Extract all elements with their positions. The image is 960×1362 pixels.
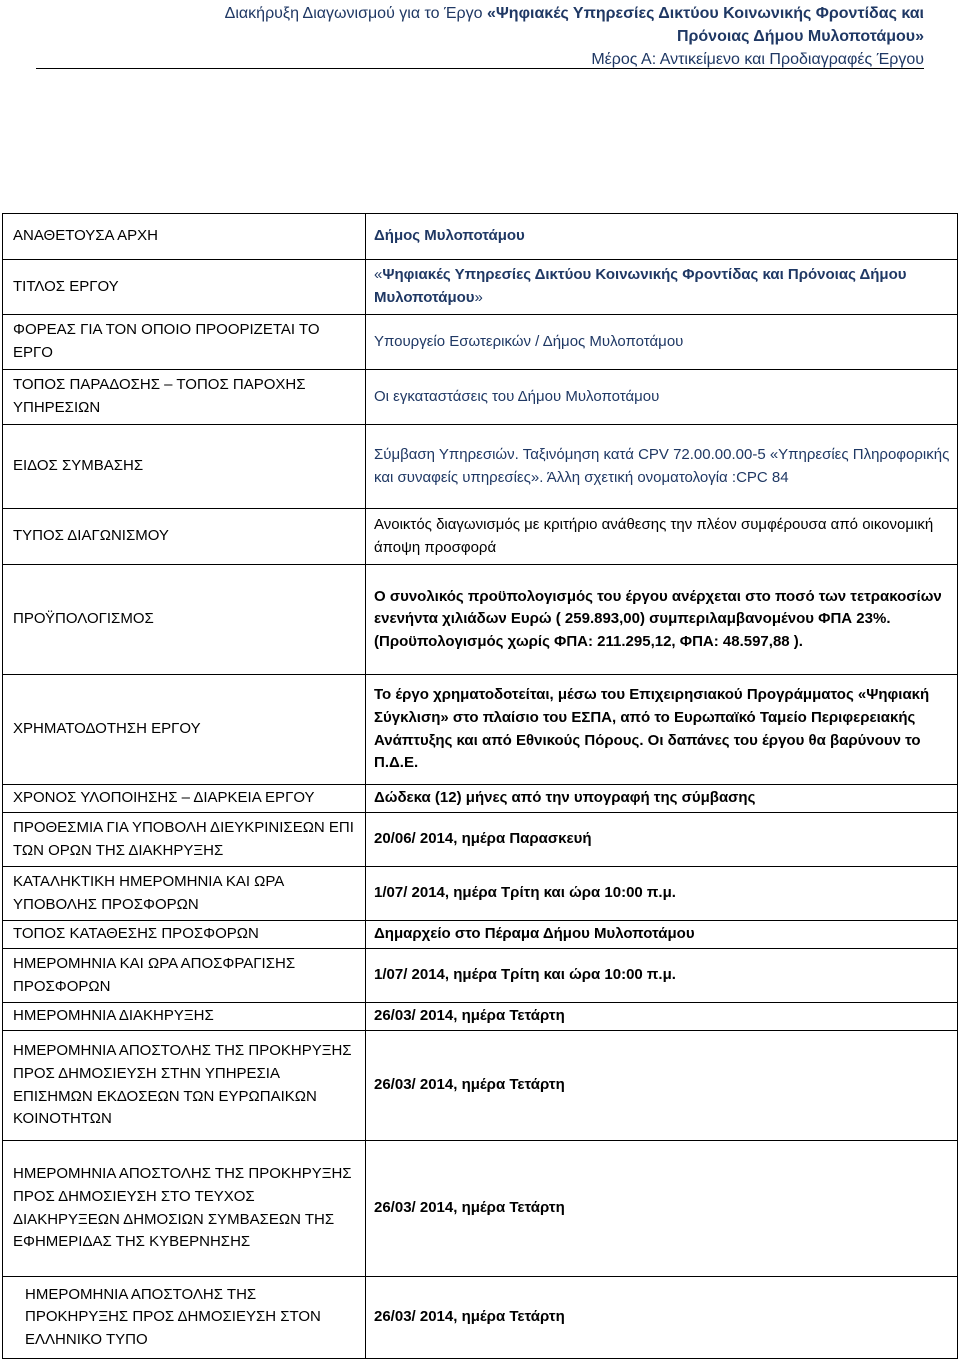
table-row (3, 813, 958, 867)
row-value: Υπουργείο Εσωτερικών / Δήμος Μυλοποτάμου (366, 315, 958, 370)
row-value: Σύμβαση Υπηρεσιών. Ταξινόμηση κατά CPV 72.00.00.00-5 «Υπηρεσίες Πληροφορικής και συναφείς υπηρεσίες». Άλλη σχετική ονοματολογία :CPC 84 (366, 425, 958, 509)
table-row (3, 260, 958, 315)
table-row (3, 1141, 958, 1277)
row-label: ΧΡΗΜΑΤΟΔΟΤΗΣΗ ΕΡΓΟΥ (3, 675, 366, 785)
row-value: 1/07/ 2014, ημέρα Τρίτη και ώρα 10:00 π.μ. (366, 949, 958, 1003)
row-label: ΑΝΑΘΕΤΟΥΣΑ ΑΡΧΗ (3, 214, 366, 260)
table-row (3, 675, 958, 785)
row-label: ΤΟΠΟΣ ΠΑΡΑΔΟΣΗΣ – ΤΟΠΟΣ ΠΑΡΟΧΗΣ ΥΠΗΡΕΣΙΩΝ (3, 370, 366, 425)
table-row (3, 370, 958, 425)
row-label: ΠΡΟΘΕΣΜΙΑ ΓΙΑ ΥΠΟΒΟΛΗ ΔΙΕΥΚΡΙΝΙΣΕΩΝ ΕΠΙ ΤΩΝ ΟΡΩΝ ΤΗΣ ΔΙΑΚΗΡΥΞΗΣ (3, 813, 366, 867)
table-row (3, 1031, 958, 1141)
row-value: 1/07/ 2014, ημέρα Τρίτη και ώρα 10:00 π.μ. (366, 867, 958, 921)
row-label: ΚΑΤΑΛΗΚΤΙΚΗ ΗΜΕΡΟΜΗΝΙΑ ΚΑΙ ΩΡΑ ΥΠΟΒΟΛΗΣ ΠΡΟΣΦΟΡΩΝ (3, 867, 366, 921)
row-label: ΤΥΠΟΣ ΔΙΑΓΩΝΙΣΜΟΥ (3, 509, 366, 565)
header-line-2: Πρόνοιας Δήμου Μυλοποτάμου» (676, 28, 924, 45)
row-value: 20/06/ 2014, ημέρα Παρασκευή (366, 813, 958, 867)
table-row (3, 509, 958, 565)
row-value: Ανοικτός διαγωνισμός με κριτήριο ανάθεσης την πλέον συμφέρουσα από οικονομική άποψη προσφορά (366, 509, 958, 565)
row-label: ΕΙΔΟΣ ΣΥΜΒΑΣΗΣ (3, 425, 366, 509)
row-label: ΦΟΡΕΑΣ ΓΙΑ ΤΟΝ ΟΠΟΙΟ ΠΡΟΟΡΙΖΕΤΑΙ ΤΟ ΕΡΓΟ (3, 315, 366, 370)
spec-table (2, 213, 958, 1359)
row-label: ΠΡΟΫΠΟΛΟΓΙΣΜΟΣ (3, 565, 366, 675)
table-row (3, 867, 958, 921)
row-value: «Ψηφιακές Υπηρεσίες Δικτύου Κοινωνικής Φροντίδας και Πρόνοιας Δήμου Μυλοποτάμου» (366, 260, 958, 315)
row-label: ΗΜΕΡΟΜΗΝΙΑ ΔΙΑΚΗΡΥΞΗΣ (3, 1003, 366, 1031)
table-row (3, 214, 958, 260)
row-label: ΤΟΠΟΣ ΚΑΤΑΘΕΣΗΣ ΠΡΟΣΦΟΡΩΝ (3, 921, 366, 949)
row-value: Δώδεκα (12) μήνες από την υπογραφή της σύμβασης (366, 785, 958, 813)
row-label: ΗΜΕΡΟΜΗΝΙΑ ΑΠΟΣΤΟΛΗΣ ΤΗΣ ΠΡΟΚΗΡΥΞΗΣ ΠΡΟΣ ΔΗΜΟΣΙΕΥΣΗ ΣΤΟ ΤΕΥΧΟΣ ΔΙΑΚΗΡΥΞΕΩΝ ΔΗΜΟΣΙΩΝ ΣΥΜΒΑΣΕΩΝ ΤΗΣ ΕΦΗΜΕΡΙΔΑΣ ΤΗΣ ΚΥΒΕΡΝΗΣΗΣ (3, 1141, 366, 1277)
row-value: Δημαρχείο στο Πέραμα Δήμου Μυλοποτάμου (366, 921, 958, 949)
row-value: 26/03/ 2014, ημέρα Τετάρτη (366, 1141, 958, 1277)
table-row (3, 785, 958, 813)
row-value: 26/03/ 2014, ημέρα Τετάρτη (366, 1031, 958, 1141)
table-row (3, 921, 958, 949)
row-value: 26/03/ 2014, ημέρα Τετάρτη (366, 1277, 958, 1359)
table-row (3, 1003, 958, 1031)
row-value: Το έργο χρηματοδοτείται, μέσω του Επιχειρησιακού Προγράμματος «Ψηφιακή Σύγκλιση» στο πλαίσιο του ΕΣΠΑ, από το Ευρωπαϊκό Ταμείο Περιφερειακής Ανάπτυξης και από Εθνικούς Πόρους. Οι δαπάνες του έργου θα βαρύνουν το Π.Δ.Ε. (366, 675, 958, 785)
row-value: Ο συνολικός προϋπολογισμός του έργου ανέρχεται στο ποσό των τετρακοσίων ενενήντα χιλιάδων Ευρώ ( 259.893,00) συμπεριλαμβανομένου ΦΠΑ 23%. (Προϋπολογισμός χωρίς ΦΠΑ: 211.295,12, ΦΠΑ: 48.597,88 ). (366, 565, 958, 675)
table-row (3, 425, 958, 509)
table-row (3, 565, 958, 675)
row-value: Δήμος Μυλοποτάμου (366, 214, 958, 260)
row-label: ΗΜΕΡΟΜΗΝΙΑ ΑΠΟΣΤΟΛΗΣ ΤΗΣ ΠΡΟΚΗΡΥΞΗΣ ΠΡΟΣ ΔΗΜΟΣΙΕΥΣΗ ΣΤΗΝ ΥΠΗΡΕΣΙΑ ΕΠΙΣΗΜΩΝ ΕΚΔΟΣΕΩΝ ΤΩΝ ΕΥΡΩΠΑΙΚΩΝ ΚΟΙΝΟΤΗΤΩΝ (3, 1031, 366, 1141)
row-value: Οι εγκαταστάσεις του Δήμου Μυλοποτάμου (366, 370, 958, 425)
header-line-1-plain: Διακήρυξη Διαγωνισμού για το Έργο (224, 5, 487, 22)
table-row (3, 949, 958, 1003)
table-row (3, 1277, 958, 1359)
header-line-3: Μέρος Α: Αντικείμενο και Προδιαγραφές Έργου (591, 51, 924, 68)
page-header (36, 0, 924, 69)
row-label: ΤΙΤΛΟΣ ΕΡΓΟΥ (3, 260, 366, 315)
row-label: ΧΡΟΝΟΣ ΥΛΟΠΟΙΗΣΗΣ – ΔΙΑΡΚΕΙΑ ΕΡΓΟΥ (3, 785, 366, 813)
row-value: 26/03/ 2014, ημέρα Τετάρτη (366, 1003, 958, 1031)
row-label: ΗΜΕΡΟΜΗΝΙΑ ΑΠΟΣΤΟΛΗΣ ΤΗΣ ΠΡΟΚΗΡΥΞΗΣ ΠΡΟΣ ΔΗΜΟΣΙΕΥΣΗ ΣΤΟΝ ΕΛΛΗΝΙΚΟ ΤΥΠΟ (3, 1277, 366, 1359)
row-label: ΗΜΕΡΟΜΗΝΙΑ ΚΑΙ ΩΡΑ ΑΠΟΣΦΡΑΓΙΣΗΣ ΠΡΟΣΦΟΡΩΝ (3, 949, 366, 1003)
table-row (3, 315, 958, 370)
header-line-1-bold: «Ψηφιακές Υπηρεσίες Δικτύου Κοινωνικής Φροντίδας και (486, 5, 924, 22)
header-line-1 (36, 0, 924, 25)
